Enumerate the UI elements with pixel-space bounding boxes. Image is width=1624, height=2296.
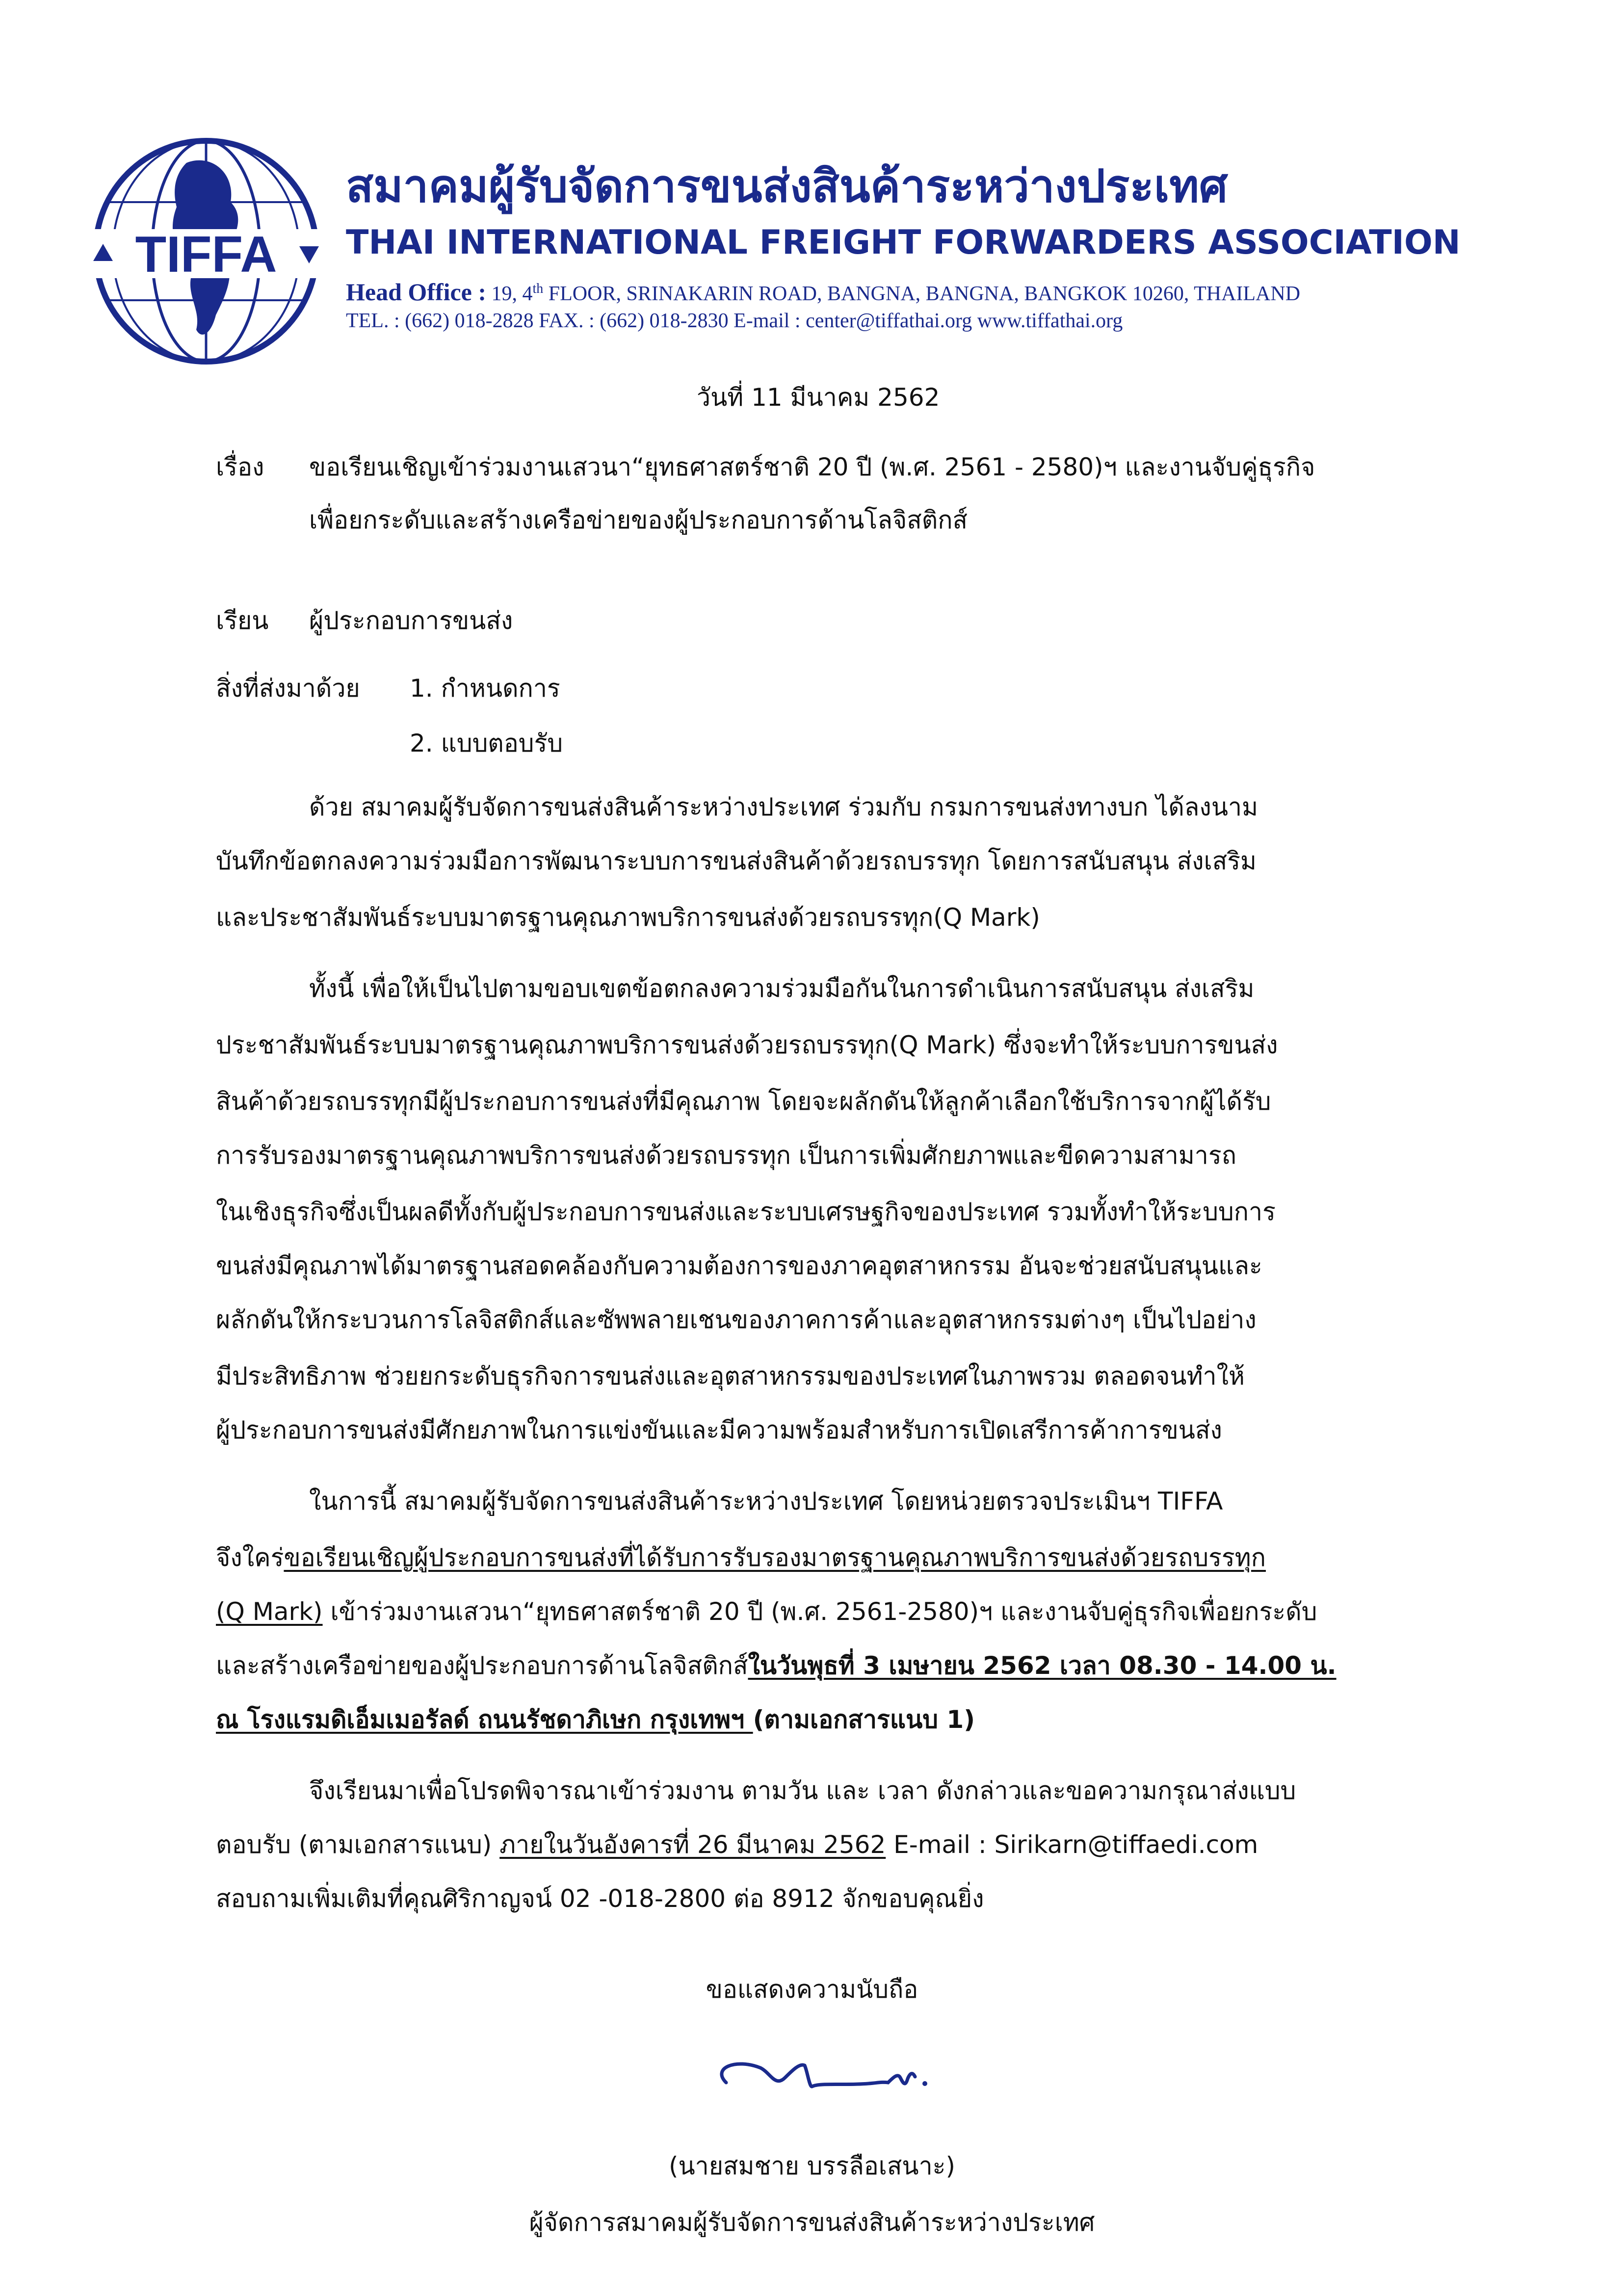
paragraph-3-line — [216, 1705, 975, 1734]
reply-deadline: ภายในวันอังคารที่ 26 มีนาคม 2562 — [499, 1830, 886, 1859]
logo-text: TIFFA — [135, 226, 277, 283]
paragraph-3-line — [216, 1651, 1336, 1680]
letter-date: วันที่ 11 มีนาคม 2562 — [697, 383, 940, 412]
paragraph-3-line — [216, 1597, 1317, 1626]
paragraph-2-line: ในเชิงธุรกิจซึ่งเป็นผลดีทั้งกับผู้ประกอบการขนส่งและระบบเศรษฐกิจของประเทศ รวมทั้งทำให้ระบบการ — [216, 1198, 1276, 1226]
reply-email: E-mail : Sirikarn@tiffaedi.com — [886, 1830, 1258, 1859]
recipient-label: เรียน — [216, 606, 269, 635]
seminar-text: เข้าร่วมงานเสวนา“ยุทธศาสตร์ชาติ 20 ปี (พ.ศ. 2561-2580)ฯ และงานจับคู่ธุรกิจเพื่อยกระดับ — [322, 1597, 1317, 1626]
org-name-thai: สมาคมผู้รับจัดการขนส่งสินค้าระหว่างประเทศ — [346, 160, 1228, 212]
network-text: และสร้างเครือข่ายของผู้ประกอบการด้านโลจิสติกส์ — [216, 1651, 748, 1680]
recipient-value: ผู้ประกอบการขนส่ง — [309, 606, 513, 635]
signer-name: (นายสมชาย บรรลือเสนาะ) — [668, 2152, 956, 2180]
paragraph-2-line: ประชาสัมพันธ์ระบบมาตรฐานคุณภาพบริการขนส่งด้วยรถบรรทุก(Q Mark) ซึ่งจะทำให้ระบบการขนส่ง — [216, 1031, 1278, 1059]
subject-label: เรื่อง — [216, 453, 264, 481]
paragraph-2-line: ขนส่งมีคุณภาพได้มาตรฐานสอดคล้องกับความต้องการของภาคอุตสาหกรรม อันจะช่วยสนับสนุนและ — [216, 1252, 1262, 1280]
subject-line-1: ขอเรียนเชิญเข้าร่วมงานเสวนา“ยุทธศาสตร์ชาติ 20 ปี (พ.ศ. 2561 - 2580)ฯ และงานจับคู่ธุรกิจ — [309, 453, 1315, 481]
signature — [707, 2048, 981, 2107]
paragraph-2-line: ผู้ประกอบการขนส่งมีศักยภาพในการแข่งขันและมีความพร้อมสำหรับการเปิดเสรีการค้าการขนส่ง — [216, 1416, 1222, 1444]
head-office-street: FLOOR, SRINAKARIN ROAD, BANGNA, BANGNA, BANGKOK 10260, THAILAND — [548, 283, 1301, 305]
invite-prefix: จึงใคร่ — [216, 1543, 284, 1572]
invite-underlined: ขอเรียนเชิญผู้ประกอบการขนส่งที่ได้รับการรับรองมาตรฐานคุณภาพบริการขนส่งด้วยรถบรรทุก — [284, 1543, 1266, 1572]
paragraph-2-line: ผลักดันให้กระบวนการโลจิสติกส์และซัพพลายเชนของภาคการค้าและอุตสาหกรรมต่างๆ เป็นไปอย่าง — [216, 1305, 1257, 1334]
paragraph-1-line: และประชาสัมพันธ์ระบบมาตรฐานคุณภาพบริการขนส่งด้วยรถบรรทุก(Q Mark) — [216, 903, 1040, 932]
head-office-address — [346, 278, 1300, 306]
paragraph-1-line: บันทึกข้อตกลงความร่วมมือการพัฒนาระบบการขนส่งสินค้าด้วยรถบรรทุก โดยการสนับสนุน ส่งเสริม — [216, 847, 1257, 875]
paragraph-1-line: ด้วย สมาคมผู้รับจัดการขนส่งสินค้าระหว่างประเทศ ร่วมกับ กรมการขนส่งทางบก ได้ลงนาม — [309, 793, 1258, 821]
head-office-floor: 19, 4 — [491, 283, 533, 305]
subject-line-2: เพื่อยกระดับและสร้างเครือข่ายของผู้ประกอบการด้านโลจิสติกส์ — [309, 506, 968, 534]
paragraph-4-line: สอบถามเพิ่มเติมที่คุณศิริกาญจน์ 02 -018-2800 ต่อ 8912 จักขอบคุณยิ่ง — [216, 1884, 984, 1913]
event-venue: ณ โรงแรมดิเอ็มเมอรัลด์ ถนนรัชดาภิเษก กรุงเทพฯ — [216, 1705, 753, 1734]
paragraph-2-line: การรับรองมาตรฐานคุณภาพบริการขนส่งด้วยรถบรรทุก เป็นการเพิ่มศักยภาพและขีดความสามารถ — [216, 1141, 1236, 1170]
paragraph-3-line — [216, 1543, 1266, 1572]
paragraph-4-line: จึงเรียนมาเพื่อโปรดพิจารณาเข้าร่วมงาน ตามวัน และ เวลา ดังกล่าวและขอความกรุณาส่งแบบ — [309, 1776, 1296, 1805]
contact-line: TEL. : (662) 018-2828 FAX. : (662) 018-2830 E-mail : center@tiffathai.org www.tiffathai.org — [346, 310, 1123, 332]
reply-form-text: ตอบรับ (ตามเอกสารแนบ) — [216, 1830, 500, 1859]
q-mark-underlined: (Q Mark) — [216, 1597, 323, 1626]
event-datetime: ในวันพุธที่ 3 เมษายน 2562 เวลา 08.30 - 14.00 น. — [748, 1651, 1336, 1680]
paragraph-2-line: ทั้งนี้ เพื่อให้เป็นไปตามขอบเขตข้อตกลงความร่วมมือกันในการดำเนินการสนับสนุน ส่งเสริม — [309, 974, 1255, 1003]
paragraph-2-line: มีประสิทธิภาพ ช่วยยกระดับธุรกิจการขนส่งและอุตสาหกรรมของประเทศในภาพรวม ตลอดจนทำให้ — [216, 1362, 1245, 1390]
attachment-ref: (ตามเอกสารแนบ 1) — [753, 1705, 975, 1734]
paragraph-2-line: สินค้าด้วยรถบรรทุกมีผู้ประกอบการขนส่งที่มีคุณภาพ โดยจะผลักดันให้ลูกค้าเลือกใช้บริการจากผู้ได้รับ — [216, 1087, 1271, 1116]
enclosure-item: 2. แบบตอบรับ — [410, 729, 563, 757]
paragraph-3-line: ในการนี้ สมาคมผู้รับจัดการขนส่งสินค้าระหว่างประเทศ โดยหน่วยตรวจประเมินฯ TIFFA — [309, 1487, 1223, 1515]
tiffa-logo — [88, 133, 324, 369]
enclosure-item: 1. กำหนดการ — [410, 674, 560, 703]
enclosures-label: สิ่งที่ส่งมาด้วย — [216, 674, 360, 703]
head-office-label: Head Office : — [346, 278, 487, 306]
closing: ขอแสดงความนับถือ — [706, 1975, 918, 2004]
head-office-floor-suffix: th — [532, 281, 544, 296]
paragraph-4-line — [216, 1830, 1258, 1859]
signer-title: ผู้จัดการสมาคมผู้รับจัดการขนส่งสินค้าระหว่างประเทศ — [529, 2208, 1095, 2237]
org-name-english: THAI INTERNATIONAL FREIGHT FORWARDERS ASSOCIATION — [346, 223, 1461, 262]
